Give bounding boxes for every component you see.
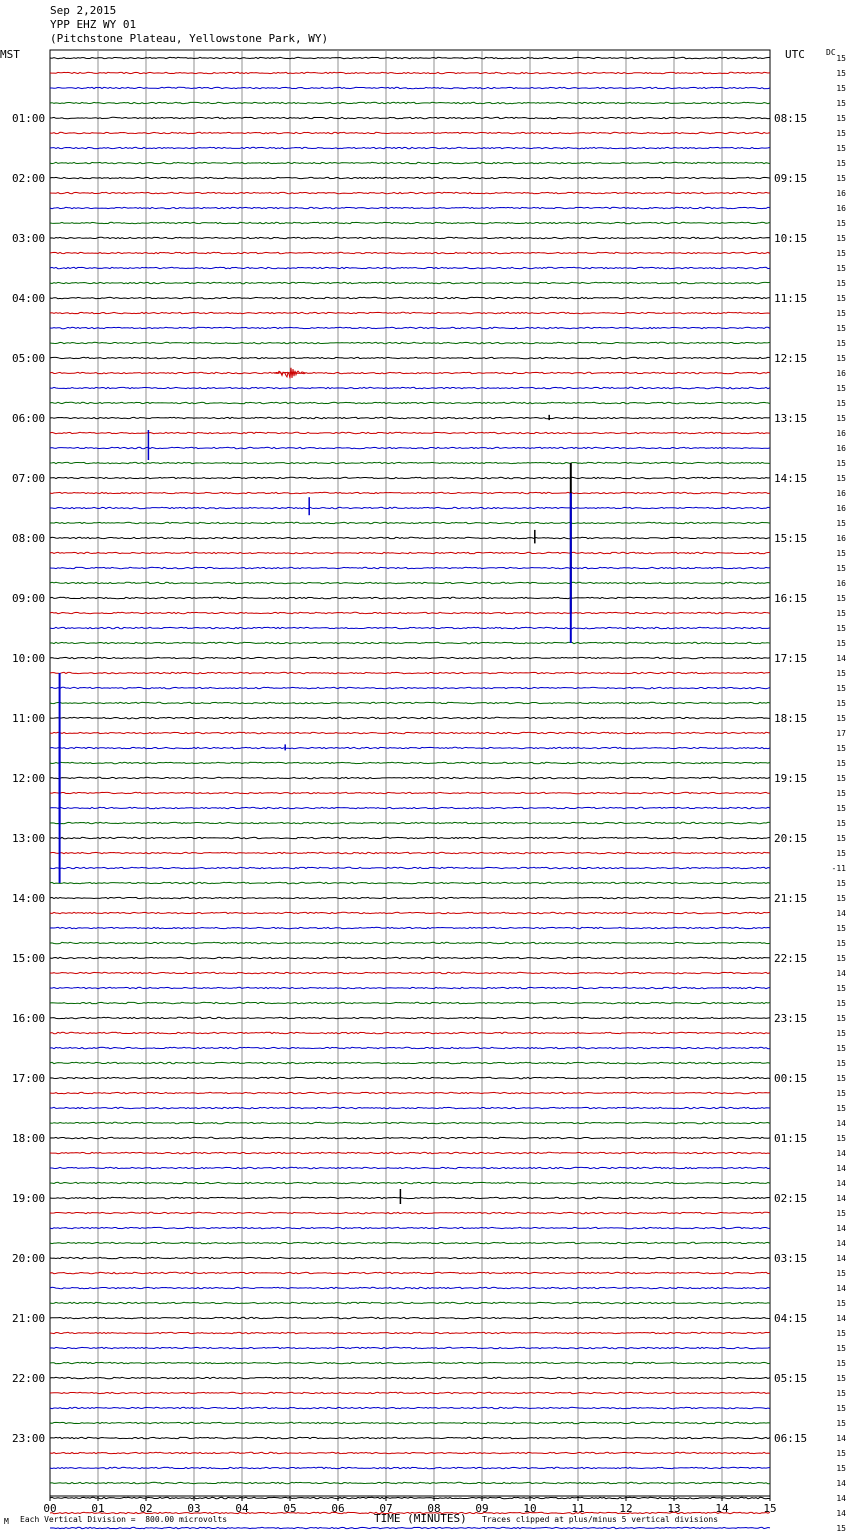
dc-offset-80: 14 bbox=[836, 1254, 846, 1263]
trace-16 bbox=[50, 297, 770, 298]
left-hour-label-6: 06:00 bbox=[12, 412, 46, 425]
trace-2 bbox=[50, 87, 770, 88]
dc-offset-26: 16 bbox=[836, 444, 846, 453]
trace-68 bbox=[50, 1077, 770, 1078]
trace-75 bbox=[50, 1182, 770, 1183]
trace-37 bbox=[50, 612, 770, 613]
x-tick-label-03: 03 bbox=[187, 1502, 201, 1515]
trace-92 bbox=[50, 1437, 770, 1438]
trace-18 bbox=[50, 327, 770, 328]
trace-96 bbox=[50, 1497, 770, 1498]
right-hour-label-11: 18:15 bbox=[774, 712, 808, 725]
trace-15 bbox=[50, 282, 770, 283]
trace-3 bbox=[50, 102, 770, 103]
trace-48 bbox=[50, 777, 770, 778]
dc-offset-98: 15 bbox=[836, 1524, 846, 1533]
dc-offset-97: 14 bbox=[836, 1509, 846, 1518]
left-hour-label-2: 02:00 bbox=[12, 172, 46, 185]
trace-88 bbox=[50, 1377, 770, 1378]
trace-67 bbox=[50, 1062, 770, 1063]
trace-74 bbox=[50, 1167, 770, 1168]
trace-80 bbox=[50, 1257, 770, 1258]
left-hour-label-21: 21:00 bbox=[12, 1312, 46, 1325]
trace-93 bbox=[50, 1452, 770, 1453]
dc-offset-63: 15 bbox=[836, 999, 846, 1008]
trace-77 bbox=[50, 1212, 770, 1213]
trace-65 bbox=[50, 1032, 770, 1033]
left-hour-label-16: 16:00 bbox=[12, 1012, 46, 1025]
left-timezone-label: MST bbox=[0, 48, 20, 61]
dc-offset-69: 15 bbox=[836, 1089, 846, 1098]
trace-10 bbox=[50, 207, 770, 208]
dc-offset-75: 14 bbox=[836, 1179, 846, 1188]
dc-offset-14: 15 bbox=[836, 264, 846, 273]
trace-44 bbox=[50, 717, 770, 718]
right-hour-label-2: 09:15 bbox=[774, 172, 808, 185]
dc-offset-35: 16 bbox=[836, 579, 846, 588]
right-hour-label-3: 10:15 bbox=[774, 232, 808, 245]
trace-63 bbox=[50, 1002, 770, 1003]
dc-offset-43: 15 bbox=[836, 699, 846, 708]
trace-91 bbox=[50, 1422, 770, 1423]
left-hour-label-13: 13:00 bbox=[12, 832, 46, 845]
dc-offset-71: 14 bbox=[836, 1119, 846, 1128]
dc-offset-3: 15 bbox=[836, 99, 846, 108]
dc-offset-28: 15 bbox=[836, 474, 846, 483]
dc-offset-73: 14 bbox=[836, 1149, 846, 1158]
dc-offset-65: 15 bbox=[836, 1029, 846, 1038]
trace-29 bbox=[50, 492, 770, 493]
trace-53 bbox=[50, 852, 770, 853]
dc-offset-34: 15 bbox=[836, 564, 846, 573]
dc-offset-61: 14 bbox=[836, 969, 846, 978]
trace-42 bbox=[50, 687, 770, 688]
dc-offset-92: 14 bbox=[836, 1434, 846, 1443]
right-hour-label-20: 03:15 bbox=[774, 1252, 808, 1265]
trace-20 bbox=[50, 357, 770, 358]
trace-23 bbox=[50, 402, 770, 403]
dc-offset-16: 15 bbox=[836, 294, 846, 303]
dc-offset-54: -11 bbox=[831, 864, 846, 873]
right-hour-label-12: 19:15 bbox=[774, 772, 808, 785]
right-timezone-label: UTC bbox=[785, 48, 805, 61]
trace-33 bbox=[50, 552, 770, 553]
dc-offset-53: 15 bbox=[836, 849, 846, 858]
scale-note: Each Vertical Division = 800.00 microvolts bbox=[20, 1515, 228, 1524]
trace-34 bbox=[50, 567, 770, 568]
trace-58 bbox=[50, 927, 770, 928]
trace-40 bbox=[50, 657, 770, 658]
trace-38 bbox=[50, 627, 770, 628]
dc-offset-76: 14 bbox=[836, 1194, 846, 1203]
trace-43 bbox=[50, 702, 770, 703]
trace-45 bbox=[50, 732, 770, 733]
dc-offset-64: 15 bbox=[836, 1014, 846, 1023]
trace-64 bbox=[50, 1017, 770, 1018]
dc-offset-87: 15 bbox=[836, 1359, 846, 1368]
left-hour-label-5: 05:00 bbox=[12, 352, 46, 365]
dc-offset-2: 15 bbox=[836, 84, 846, 93]
trace-27 bbox=[50, 462, 770, 463]
dc-offset-32: 16 bbox=[836, 534, 846, 543]
left-hour-label-19: 19:00 bbox=[12, 1192, 46, 1205]
trace-72 bbox=[50, 1137, 770, 1138]
dc-offset-85: 15 bbox=[836, 1329, 846, 1338]
trace-71 bbox=[50, 1122, 770, 1123]
left-hour-label-4: 04:00 bbox=[12, 292, 46, 305]
right-hour-label-15: 22:15 bbox=[774, 952, 808, 965]
left-hour-label-1: 01:00 bbox=[12, 112, 46, 125]
x-tick-label-01: 01 bbox=[91, 1502, 105, 1515]
dc-offset-44: 15 bbox=[836, 714, 846, 723]
x-tick-label-10: 10 bbox=[523, 1502, 537, 1515]
trace-69 bbox=[50, 1092, 770, 1093]
dc-offset-95: 14 bbox=[836, 1479, 846, 1488]
dc-offset-4: 15 bbox=[836, 114, 846, 123]
left-hour-label-12: 12:00 bbox=[12, 772, 46, 785]
right-hour-label-19: 02:15 bbox=[774, 1192, 808, 1205]
trace-55 bbox=[50, 882, 770, 883]
dc-offset-1: 15 bbox=[836, 69, 846, 78]
dc-offset-8: 15 bbox=[836, 174, 846, 183]
trace-1 bbox=[50, 72, 770, 73]
dc-offset-88: 15 bbox=[836, 1374, 846, 1383]
trace-81 bbox=[50, 1272, 770, 1273]
trace-84 bbox=[50, 1317, 770, 1318]
x-tick-label-13: 13 bbox=[667, 1502, 681, 1515]
dc-offset-55: 15 bbox=[836, 879, 846, 888]
x-tick-label-06: 06 bbox=[331, 1502, 345, 1515]
trace-90 bbox=[50, 1407, 770, 1408]
trace-7 bbox=[50, 162, 770, 163]
right-hour-label-10: 17:15 bbox=[774, 652, 808, 665]
right-hour-label-6: 13:15 bbox=[774, 412, 808, 425]
dc-offset-41: 15 bbox=[836, 669, 846, 678]
trace-11 bbox=[50, 222, 770, 223]
trace-32 bbox=[50, 537, 770, 538]
dc-offset-91: 15 bbox=[836, 1419, 846, 1428]
trace-35 bbox=[50, 582, 770, 583]
dc-offset-29: 16 bbox=[836, 489, 846, 498]
dc-offset-93: 15 bbox=[836, 1449, 846, 1458]
trace-78 bbox=[50, 1227, 770, 1228]
left-hour-label-3: 03:00 bbox=[12, 232, 46, 245]
x-tick-label-12: 12 bbox=[619, 1502, 633, 1515]
dc-offset-37: 15 bbox=[836, 609, 846, 618]
dc-offset-21: 16 bbox=[836, 369, 846, 378]
trace-62 bbox=[50, 987, 770, 988]
dc-offset-56: 15 bbox=[836, 894, 846, 903]
right-hour-label-23: 06:15 bbox=[774, 1432, 808, 1445]
dc-offset-81: 15 bbox=[836, 1269, 846, 1278]
dc-offset-79: 14 bbox=[836, 1239, 846, 1248]
dc-offset-13: 15 bbox=[836, 249, 846, 258]
right-hour-label-14: 21:15 bbox=[774, 892, 808, 905]
trace-85 bbox=[50, 1332, 770, 1333]
left-hour-label-23: 23:00 bbox=[12, 1432, 46, 1445]
left-hour-label-14: 14:00 bbox=[12, 892, 46, 905]
dc-offset-22: 15 bbox=[836, 384, 846, 393]
dc-offset-66: 15 bbox=[836, 1044, 846, 1053]
dc-offset-15: 15 bbox=[836, 279, 846, 288]
dc-offset-94: 15 bbox=[836, 1464, 846, 1473]
trace-52 bbox=[50, 837, 770, 838]
trace-17 bbox=[50, 312, 770, 313]
dc-offset-11: 15 bbox=[836, 219, 846, 228]
trace-4 bbox=[50, 117, 770, 118]
dc-offset-96: 14 bbox=[836, 1494, 846, 1503]
dc-offset-77: 15 bbox=[836, 1209, 846, 1218]
x-tick-label-00: 00 bbox=[43, 1502, 57, 1515]
right-hour-label-17: 00:15 bbox=[774, 1072, 808, 1085]
dc-offset-38: 15 bbox=[836, 624, 846, 633]
plot-frame bbox=[50, 50, 770, 1496]
trace-70 bbox=[50, 1107, 770, 1108]
dc-offset-86: 15 bbox=[836, 1344, 846, 1353]
header-date: Sep 2,2015 bbox=[50, 4, 117, 17]
trace-87 bbox=[50, 1362, 770, 1363]
x-tick-label-07: 07 bbox=[379, 1502, 393, 1515]
trace-83 bbox=[50, 1302, 770, 1303]
dc-offset-9: 16 bbox=[836, 189, 846, 198]
trace-0 bbox=[50, 57, 770, 58]
trace-82 bbox=[50, 1287, 770, 1288]
trace-12 bbox=[50, 237, 770, 238]
trace-26 bbox=[50, 447, 770, 448]
trace-19 bbox=[50, 342, 770, 343]
trace-14 bbox=[50, 267, 770, 268]
x-tick-label-04: 04 bbox=[235, 1502, 249, 1515]
trace-46 bbox=[50, 747, 770, 748]
dc-offset-7: 15 bbox=[836, 159, 846, 168]
trace-28 bbox=[50, 477, 770, 478]
dc-offset-12: 15 bbox=[836, 234, 846, 243]
dc-offset-17: 15 bbox=[836, 309, 846, 318]
dc-offset-40: 14 bbox=[836, 654, 846, 663]
dc-offset-33: 15 bbox=[836, 549, 846, 558]
trace-95 bbox=[50, 1482, 770, 1483]
x-tick-label-15: 15 bbox=[763, 1502, 777, 1515]
dc-offset-24: 15 bbox=[836, 414, 846, 423]
trace-5 bbox=[50, 132, 770, 133]
dc-offset-31: 15 bbox=[836, 519, 846, 528]
dc-offset-62: 15 bbox=[836, 984, 846, 993]
dc-offset-42: 15 bbox=[836, 684, 846, 693]
dc-offset-25: 16 bbox=[836, 429, 846, 438]
trace-47 bbox=[50, 762, 770, 763]
dc-offset-23: 15 bbox=[836, 399, 846, 408]
right-hour-label-1: 08:15 bbox=[774, 112, 808, 125]
dc-offset-67: 15 bbox=[836, 1059, 846, 1068]
trace-56 bbox=[50, 897, 770, 898]
dc-offset-45: 17 bbox=[836, 729, 846, 738]
dc-offset-0: 15 bbox=[836, 54, 846, 63]
trace-22 bbox=[50, 387, 770, 388]
dc-offset-70: 15 bbox=[836, 1104, 846, 1113]
header-location: (Pitchstone Plateau, Yellowstone Park, WY) bbox=[50, 32, 329, 45]
trace-30 bbox=[50, 507, 770, 508]
x-tick-label-05: 05 bbox=[283, 1502, 297, 1515]
left-hour-label-15: 15:00 bbox=[12, 952, 46, 965]
trace-57 bbox=[50, 912, 770, 913]
trace-86 bbox=[50, 1347, 770, 1348]
right-hour-label-5: 12:15 bbox=[774, 352, 808, 365]
dc-offset-82: 14 bbox=[836, 1284, 846, 1293]
left-hour-label-22: 22:00 bbox=[12, 1372, 46, 1385]
corner-mark: M bbox=[4, 1517, 9, 1526]
x-tick-label-14: 14 bbox=[715, 1502, 729, 1515]
dc-offset-60: 15 bbox=[836, 954, 846, 963]
right-hour-label-21: 04:15 bbox=[774, 1312, 808, 1325]
left-hour-label-7: 07:00 bbox=[12, 472, 46, 485]
dc-offset-39: 15 bbox=[836, 639, 846, 648]
trace-94 bbox=[50, 1467, 770, 1468]
x-axis-title: TIME (MINUTES) bbox=[374, 1512, 467, 1525]
dc-offset-84: 14 bbox=[836, 1314, 846, 1323]
dc-offset-18: 15 bbox=[836, 324, 846, 333]
dc-offset-78: 14 bbox=[836, 1224, 846, 1233]
dc-offset-72: 15 bbox=[836, 1134, 846, 1143]
trace-51 bbox=[50, 822, 770, 823]
left-hour-label-17: 17:00 bbox=[12, 1072, 46, 1085]
trace-39 bbox=[50, 642, 770, 643]
dc-offset-90: 15 bbox=[836, 1404, 846, 1413]
trace-79 bbox=[50, 1242, 770, 1243]
trace-59 bbox=[50, 942, 770, 943]
trace-41 bbox=[50, 672, 770, 673]
x-tick-label-08: 08 bbox=[427, 1502, 441, 1515]
trace-54 bbox=[50, 867, 770, 868]
dc-offset-52: 15 bbox=[836, 834, 846, 843]
right-hour-label-22: 05:15 bbox=[774, 1372, 808, 1385]
trace-8 bbox=[50, 177, 770, 178]
trace-76 bbox=[50, 1197, 770, 1198]
dc-offset-20: 15 bbox=[836, 354, 846, 363]
dc-offset-57: 14 bbox=[836, 909, 846, 918]
trace-66 bbox=[50, 1047, 770, 1048]
dc-offset-89: 15 bbox=[836, 1389, 846, 1398]
dc-offset-50: 15 bbox=[836, 804, 846, 813]
clip-note: Traces clipped at plus/minus 5 vertical divisions bbox=[482, 1515, 719, 1524]
left-hour-label-9: 09:00 bbox=[12, 592, 46, 605]
header-station: YPP EHZ WY 01 bbox=[50, 18, 137, 31]
x-tick-label-02: 02 bbox=[139, 1502, 153, 1515]
dc-offset-74: 14 bbox=[836, 1164, 846, 1173]
dc-offset-30: 16 bbox=[836, 504, 846, 513]
trace-24 bbox=[50, 417, 770, 418]
dc-offset-6: 15 bbox=[836, 144, 846, 153]
dc-offset-68: 15 bbox=[836, 1074, 846, 1083]
trace-36 bbox=[50, 597, 770, 598]
trace-89 bbox=[50, 1392, 770, 1393]
dc-offset-5: 15 bbox=[836, 129, 846, 138]
dc-offset-19: 15 bbox=[836, 339, 846, 348]
dc-offset-51: 15 bbox=[836, 819, 846, 828]
left-hour-label-18: 18:00 bbox=[12, 1132, 46, 1145]
trace-60 bbox=[50, 957, 770, 958]
left-hour-label-20: 20:00 bbox=[12, 1252, 46, 1265]
trace-98 bbox=[50, 1527, 770, 1528]
right-hour-label-16: 23:15 bbox=[774, 1012, 808, 1025]
trace-49 bbox=[50, 792, 770, 793]
dc-offset-59: 15 bbox=[836, 939, 846, 948]
dc-label: DC bbox=[826, 48, 836, 57]
trace-31 bbox=[50, 522, 770, 523]
dc-offset-83: 15 bbox=[836, 1299, 846, 1308]
trace-9 bbox=[50, 192, 770, 193]
dc-offset-27: 15 bbox=[836, 459, 846, 468]
trace-61 bbox=[50, 972, 770, 973]
dc-offset-47: 15 bbox=[836, 759, 846, 768]
right-hour-label-18: 01:15 bbox=[774, 1132, 808, 1145]
dc-offset-46: 15 bbox=[836, 744, 846, 753]
x-tick-label-11: 11 bbox=[571, 1502, 585, 1515]
left-hour-label-10: 10:00 bbox=[12, 652, 46, 665]
left-hour-label-11: 11:00 bbox=[12, 712, 46, 725]
dc-offset-48: 15 bbox=[836, 774, 846, 783]
right-hour-label-9: 16:15 bbox=[774, 592, 808, 605]
trace-13 bbox=[50, 252, 770, 253]
trace-21 bbox=[50, 372, 770, 373]
dc-offset-36: 15 bbox=[836, 594, 846, 603]
right-hour-label-8: 15:15 bbox=[774, 532, 808, 545]
dc-offset-49: 15 bbox=[836, 789, 846, 798]
x-tick-label-09: 09 bbox=[475, 1502, 489, 1515]
left-hour-label-8: 08:00 bbox=[12, 532, 46, 545]
right-hour-label-13: 20:15 bbox=[774, 832, 808, 845]
trace-6 bbox=[50, 147, 770, 148]
trace-25 bbox=[50, 432, 770, 433]
right-hour-label-7: 14:15 bbox=[774, 472, 808, 485]
right-hour-label-4: 11:15 bbox=[774, 292, 808, 305]
trace-73 bbox=[50, 1152, 770, 1153]
dc-offset-10: 16 bbox=[836, 204, 846, 213]
dc-offset-58: 15 bbox=[836, 924, 846, 933]
trace-50 bbox=[50, 807, 770, 808]
